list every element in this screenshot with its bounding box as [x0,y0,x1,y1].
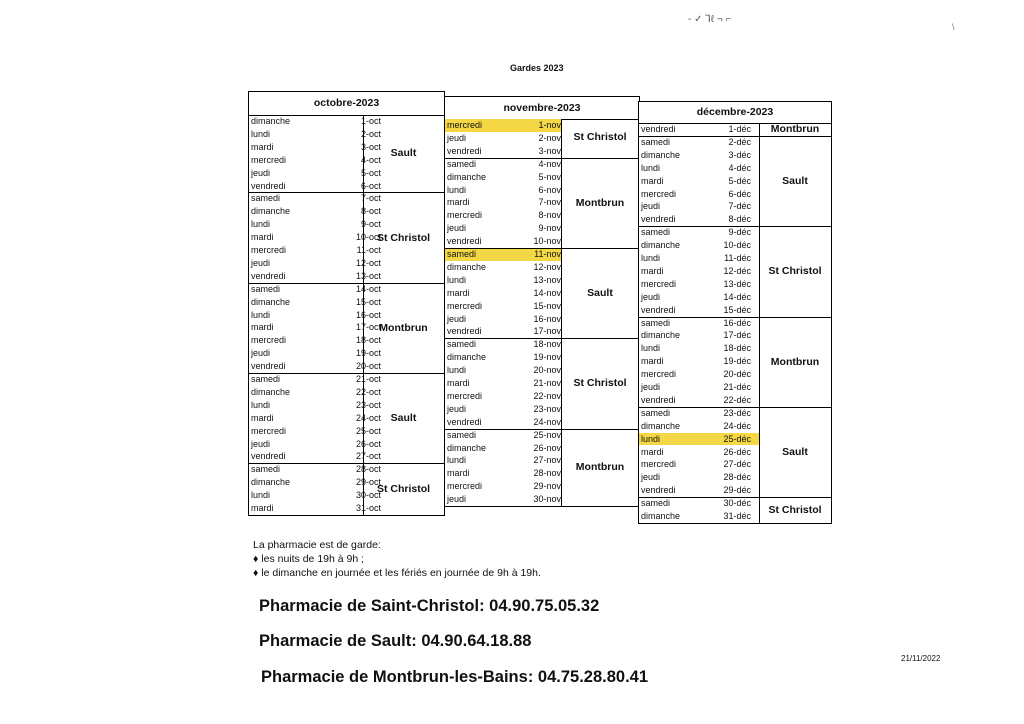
duty-group [445,119,639,158]
date: 7-nov [538,197,561,208]
month-header: novembre-2023 [445,97,639,120]
weekday: mardi [251,412,274,423]
date: 16-oct [355,309,381,320]
date: 8-oct [360,206,381,217]
date: 23-déc [723,407,751,418]
weekday: mercredi [251,335,287,346]
weekday: dimanche [641,240,681,251]
notes-item [253,552,541,566]
weekday: mardi [447,287,470,298]
date: 29-oct [355,477,381,488]
date: 27-nov [533,455,561,466]
notes-item-text: le dimanche en journée et les fériés en journée de 9h à 19h. [261,567,541,579]
weekday: jeudi [447,313,467,324]
weekday: dimanche [641,330,681,341]
date: 20-oct [355,361,381,372]
month-column [638,101,832,524]
date: 20-nov [533,365,561,376]
weekday: lundi [447,274,467,285]
pharmacy-on-duty: St Christol [376,483,431,496]
date: 1-déc [728,124,751,134]
date: 22-déc [723,394,751,405]
weekday: dimanche [251,206,291,217]
date: 15-déc [723,304,751,315]
pharmacy-on-duty: Sault [782,445,808,458]
pharmacy-on-duty: Montbrun [379,321,428,334]
weekday: samedi [251,193,281,204]
pharmacy-on-duty: Montbrun [770,123,820,135]
date: 14-nov [533,287,561,298]
date: 18-déc [723,343,751,354]
duty-group [639,123,831,136]
date: 7-oct [360,193,381,204]
pharmacy-on-duty: St Christol [573,131,627,144]
weekday: lundi [251,219,271,230]
weekday: dimanche [447,442,487,453]
weekday: dimanche [251,296,291,307]
date: 24-nov [533,416,561,427]
weekday: jeudi [447,132,467,143]
duty-group [445,429,639,507]
date: 17-oct [355,322,381,333]
weekday: mardi [251,503,274,513]
pharmacy-on-duty: St Christol [768,503,822,516]
weekday: samedi [641,498,671,509]
weekday: lundi [641,162,661,173]
pharmacy-on-duty: Montbrun [575,461,625,474]
duty-group [249,463,444,516]
date: 31-déc [723,511,751,521]
date: 11-déc [724,253,751,263]
weekday: mercredi [251,245,287,255]
duty-group [249,283,444,374]
date: 5-déc [728,175,751,186]
pharmacy-phone: 04.75.28.80.41 [537,668,649,686]
weekday: vendredi [251,361,286,372]
date: 4-oct [360,154,381,165]
bullet-icon: ♦ [253,553,259,565]
duty-group [249,192,444,283]
weekday: jeudi [641,291,661,302]
bullet-icon: ♦ [253,567,259,579]
weekday: jeudi [447,494,467,505]
pharmacy-phone: 04.90.64.18.88 [421,632,532,650]
date: 16-nov [533,313,561,324]
pharmacy-phone: 04.90.75.05.32 [489,597,600,615]
weekday: jeudi [641,382,661,392]
date: 31-oct [355,503,381,513]
date: 4-déc [728,162,751,173]
duty-group [249,115,444,192]
weekday: dimanche [251,477,291,488]
date: 29-déc [723,485,751,496]
weekday: mercredi [641,188,677,199]
date: 5-nov [538,171,561,182]
date: 4-nov [538,158,561,169]
date: 10-nov [533,236,561,247]
date: 21-oct [355,374,381,384]
weekday: mardi [251,322,274,333]
date: 13-déc [723,278,751,289]
date: 16-déc [723,317,751,328]
weekday: jeudi [251,348,271,359]
date: 10-oct [355,232,381,243]
date: 28-déc [723,472,751,483]
weekday: vendredi [447,145,482,156]
weekday: dimanche [641,511,681,521]
weekday: mardi [447,468,470,479]
date: 10-déc [723,240,751,251]
weekday: lundi [641,253,661,263]
date: 1-nov [538,120,561,130]
date: 28-nov [533,468,561,479]
pharmacy-on-duty: Sault [782,175,808,188]
weekday: vendredi [641,124,676,134]
date: 5-oct [360,167,381,178]
date: 11-nov [534,249,561,259]
weekday: mercredi [641,369,677,380]
pharmacy-on-duty: Sault [390,412,417,425]
weekday: vendredi [641,394,676,405]
date: 30-nov [533,494,561,505]
weekday: samedi [447,158,477,169]
date: 27-oct [355,451,381,462]
weekday: vendredi [251,180,286,191]
duty-group [445,338,639,429]
weekday: samedi [447,429,477,440]
date: 25-nov [533,429,561,440]
date: 24-déc [723,420,751,431]
weekday: dimanche [251,386,291,397]
weekday: mardi [641,175,664,186]
weekday: vendredi [447,236,482,247]
weekday: samedi [251,283,281,294]
notes-item-text: les nuits de 19h à 9h ; [261,553,365,565]
weekday: vendredi [447,326,482,337]
duty-notes [253,538,541,580]
date: 1-oct [360,116,381,126]
date: 18-nov [533,339,561,350]
weekday: mardi [641,356,664,367]
date: 6-oct [360,180,381,191]
month-header: décembre-2023 [639,102,831,124]
date: 6-nov [538,184,561,195]
pharmacy-on-duty: Montbrun [575,196,625,209]
weekday: mardi [447,378,470,388]
notes-item [253,566,541,580]
weekday: vendredi [641,304,676,315]
pharmacy-name: Pharmacie de Sault [259,632,412,650]
pharmacy-on-duty: St Christol [768,265,822,278]
weekday: lundi [251,309,271,320]
pharmacy-name: Pharmacie de Saint-Christol [259,597,480,615]
duty-group [639,317,831,408]
weekday: samedi [447,339,477,350]
date: 3-nov [538,145,561,156]
date: 13-nov [533,274,561,285]
weekday: mardi [641,446,664,457]
date: 18-oct [355,335,381,346]
date: 15-oct [355,296,381,307]
contact-line: Pharmacie de Saint-Christol: 04.90.75.05.32 [259,597,600,615]
date: 2-déc [728,136,751,147]
weekday: samedi [641,407,671,418]
date: 14-déc [723,291,751,302]
weekday: jeudi [251,257,271,268]
month-header: octobre-2023 [249,92,444,116]
weekday: mardi [641,265,664,276]
weekday: mercredi [251,425,287,436]
weekday: samedi [251,464,281,475]
weekday: jeudi [251,438,271,449]
date: 25-oct [355,425,381,436]
date: 17-déc [723,330,751,341]
date: 20-déc [723,369,751,380]
date: 21-nov [533,378,561,388]
weekday: lundi [641,343,661,354]
weekday: lundi [447,455,467,466]
date: 2-oct [360,128,381,139]
page-title: Gardes 2023 [510,63,564,73]
duty-group [639,407,831,498]
pharmacy-on-duty: Sault [390,146,417,159]
weekday: mercredi [447,481,483,492]
weekday: lundi [251,399,271,410]
weekday: samedi [641,317,671,328]
weekday: samedi [447,249,477,259]
contact-line: Pharmacie de Montbrun-les-Bains: 04.75.28.80.41 [261,668,649,686]
month-column [444,96,640,507]
date: 19-nov [533,352,561,363]
date: 17-nov [533,326,561,337]
date: 22-oct [355,386,381,397]
weekday: lundi [447,184,467,195]
date: 14-oct [355,283,381,294]
date: 24-oct [355,412,381,423]
duty-group [639,136,831,227]
date: 9-oct [360,219,381,230]
date: 26-nov [533,442,561,453]
weekday: lundi [251,490,271,501]
weekday: vendredi [251,270,286,281]
weekday: mardi [251,232,274,243]
weekday: vendredi [447,416,482,427]
date: 3-oct [360,141,381,152]
date: 3-déc [728,149,751,160]
weekday: mercredi [447,300,483,311]
date: 26-déc [723,446,751,457]
weekday: vendredi [251,451,286,462]
date: 6-déc [728,188,751,199]
weekday: samedi [641,136,671,147]
duty-group [639,226,831,317]
duty-group [445,248,639,339]
date: 9-déc [728,227,751,238]
date: 2-nov [538,132,561,143]
weekday: dimanche [251,116,291,126]
date: 8-déc [728,214,751,225]
weekday: dimanche [447,261,487,272]
weekday: jeudi [447,223,467,234]
date: 30-oct [355,490,381,501]
weekday: mercredi [447,390,483,401]
date: 29-nov [533,481,561,492]
date: 25-déc [723,433,751,444]
pharmacy-on-duty: St Christol [573,377,627,390]
weekday: mercredi [447,120,483,130]
weekday: jeudi [251,167,271,178]
pharmacy-on-duty: Sault [587,287,613,300]
pharmacy-on-duty: Montbrun [770,355,820,368]
weekday: samedi [251,374,281,384]
weekday: dimanche [447,171,487,182]
weekday: dimanche [641,420,681,431]
date: 19-déc [723,356,751,367]
weekday: lundi [251,128,271,139]
date: 12-nov [533,261,561,272]
notes-intro: La pharmacie est de garde: [253,539,381,551]
weekday: dimanche [641,149,681,160]
date: 12-oct [355,257,381,268]
weekday: mardi [251,141,274,152]
date: 8-nov [538,210,561,221]
weekday: mercredi [251,154,287,165]
duty-group [249,373,444,464]
weekday: lundi [641,433,661,444]
date: 12-déc [723,265,751,276]
weekday: jeudi [641,201,661,212]
date: 13-oct [355,270,381,281]
weekday: vendredi [641,214,676,225]
duty-group [639,497,831,524]
weekday: jeudi [447,403,467,414]
date: 7-déc [728,201,751,212]
date: 15-nov [533,300,561,311]
weekday: mercredi [447,210,483,221]
weekday: dimanche [447,352,487,363]
date: 30-déc [723,498,751,509]
weekday: mercredi [641,278,677,289]
date: 27-déc [723,459,751,470]
date: 21-déc [723,382,751,392]
duty-group [445,158,639,249]
weekday: samedi [641,227,671,238]
weekday: jeudi [641,472,661,483]
contact-line: Pharmacie de Sault: 04.90.64.18.88 [259,632,532,650]
date: 11-oct [356,245,381,255]
date: 26-oct [355,438,381,449]
pharmacy-on-duty: St Christol [376,231,431,244]
pharmacy-name: Pharmacie de Montbrun-les-Bains [261,668,528,686]
date: 19-oct [355,348,381,359]
date: 23-oct [355,399,381,410]
weekday: mardi [447,197,470,208]
weekday: vendredi [641,485,676,496]
date: 23-nov [533,403,561,414]
weekday: lundi [447,365,467,376]
date: 9-nov [538,223,561,234]
month-column [248,91,445,516]
date: 28-oct [355,464,381,475]
document-date: 21/11/2022 [901,654,941,663]
date: 22-nov [533,390,561,401]
weekday: mercredi [641,459,677,470]
scan-artifact: \ [952,22,955,32]
scan-artifact: - ✓ ⅂ℓ ¬ ⌐ [688,14,732,25]
